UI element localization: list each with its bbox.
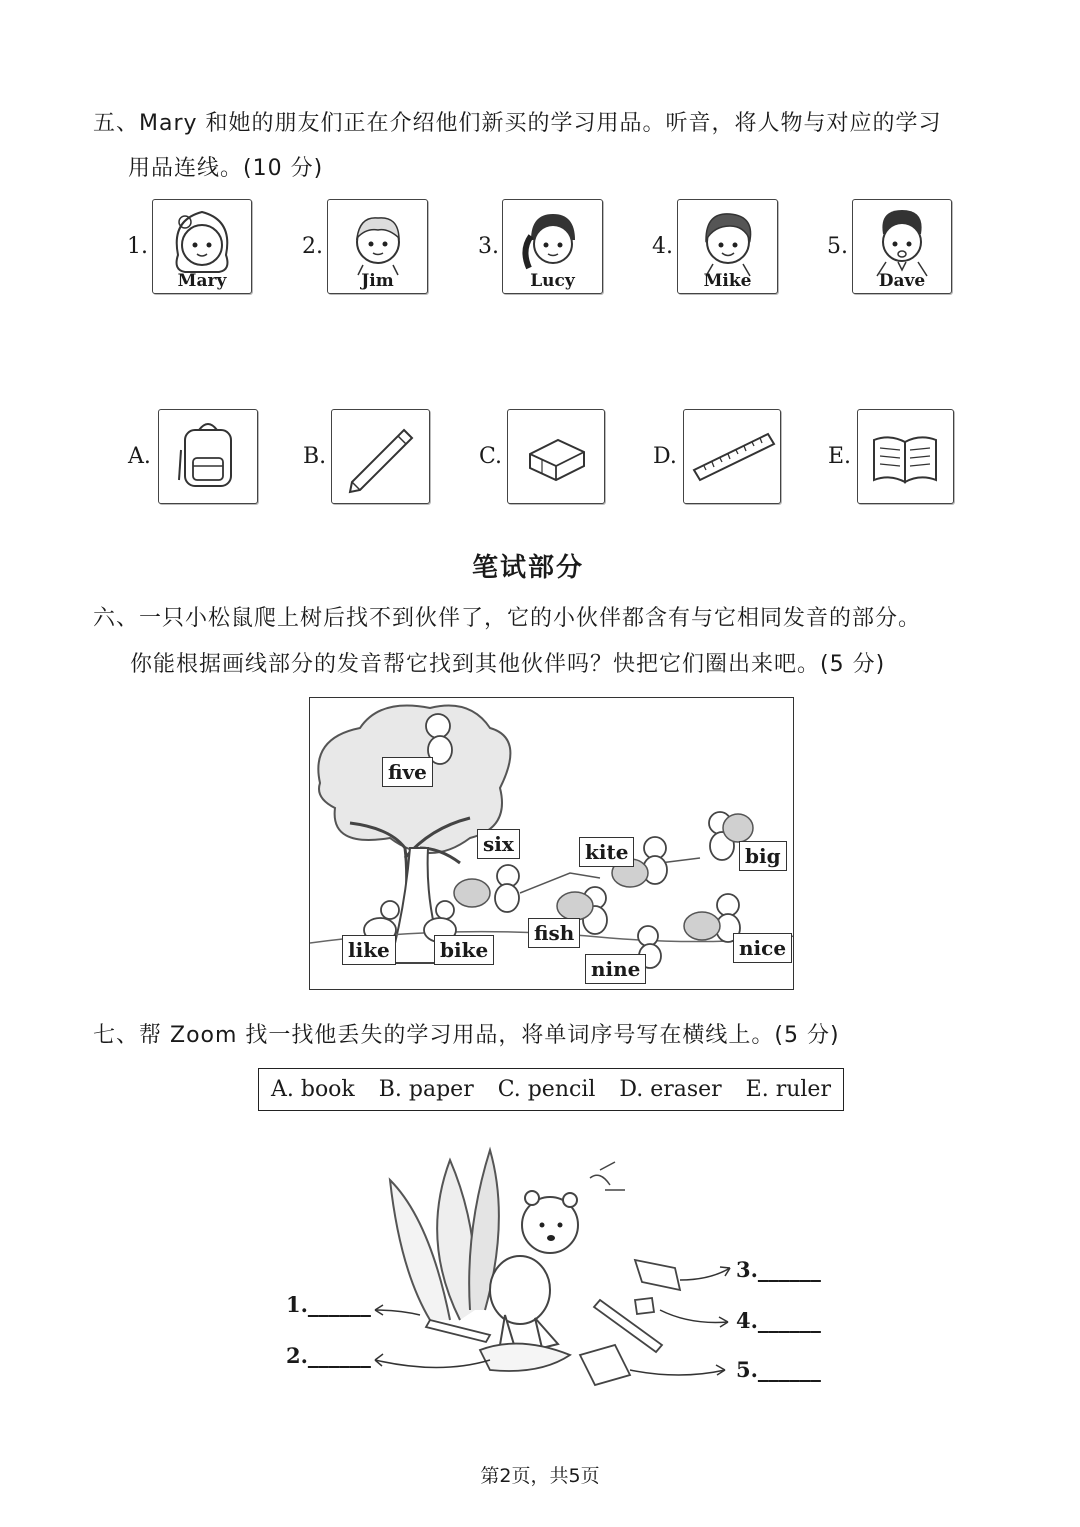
item-letter: E. xyxy=(828,444,852,469)
option-a: A. book xyxy=(270,1077,355,1102)
book-drawing-icon xyxy=(580,1345,630,1385)
section7-question-line1: 七、帮 Zoom 找一找他丢失的学习用品，将单词序号写在横线上。(5 分) xyxy=(93,1023,840,1048)
section6-question-line2: 你能根据画线部分的发音帮它找到其他伙伴吗？快把它们圈出来吧。(5 分) xyxy=(130,652,886,677)
pencil-drawing-icon xyxy=(426,1320,490,1342)
person-number: 4. xyxy=(652,234,673,259)
answer-blank-3[interactable]: 3.______ xyxy=(736,1257,821,1282)
person-number: 5. xyxy=(827,234,848,259)
item-letter: D. xyxy=(653,444,677,469)
item-letter: B. xyxy=(303,444,327,469)
written-section-title: 笔试部分 xyxy=(472,553,585,583)
word-card-nice[interactable]: nice xyxy=(733,933,792,963)
section5-question-line2: 用品连线。(10 分) xyxy=(128,156,324,181)
person-name: Dave xyxy=(878,271,926,291)
answer-blank-4[interactable]: 4.______ xyxy=(736,1308,821,1333)
section5-question-line1: 五、Mary 和她的朋友们正在介绍他们新买的学习用品。听音，将人物与对应的学习 xyxy=(93,111,942,136)
person-number: 3. xyxy=(478,234,499,259)
person-card-mike xyxy=(677,199,778,294)
word-card-fish[interactable]: fish xyxy=(528,918,580,948)
person-card-lucy xyxy=(502,199,603,294)
option-b: B. paper xyxy=(378,1077,474,1102)
word-card-five[interactable]: five xyxy=(382,757,433,787)
item-letter: A. xyxy=(128,444,151,469)
person-name: Mary xyxy=(177,271,227,291)
eraser-icon xyxy=(508,410,604,503)
pencil-icon xyxy=(332,410,429,503)
person-name: Jim xyxy=(361,271,394,291)
person-name: Lucy xyxy=(530,271,575,291)
ruler-icon xyxy=(684,410,780,503)
backpack-icon xyxy=(159,410,257,503)
item-letter: C. xyxy=(479,444,503,469)
section6-question-line1: 六、一只小松鼠爬上树后找不到伙伴了，它的小伙伴都含有与它相同发音的部分。 xyxy=(93,606,922,631)
person-name: Mike xyxy=(703,271,752,291)
answer-blank-2[interactable]: 2.______ xyxy=(286,1343,371,1368)
book-icon xyxy=(858,410,953,503)
item-card-b xyxy=(331,409,430,504)
word-options-box xyxy=(258,1068,844,1111)
person-card-dave xyxy=(852,199,952,294)
word-card-bike[interactable]: bike xyxy=(434,935,494,965)
word-card-like[interactable]: like xyxy=(342,935,396,965)
word-card-six[interactable]: six xyxy=(477,829,520,859)
person-card-mary xyxy=(152,199,252,294)
eraser-drawing-icon xyxy=(635,1298,654,1314)
option-e: E. ruler xyxy=(745,1077,831,1102)
word-card-nine[interactable]: nine xyxy=(585,954,646,984)
person-number: 2. xyxy=(302,234,323,259)
item-card-d xyxy=(683,409,781,504)
item-card-e xyxy=(857,409,954,504)
word-card-big[interactable]: big xyxy=(739,841,787,871)
squirrel-tree-picture xyxy=(309,697,794,990)
person-number: 1. xyxy=(127,234,148,259)
option-d: D. eraser xyxy=(619,1077,722,1102)
answer-blank-1[interactable]: 1.______ xyxy=(286,1292,371,1317)
person-card-jim xyxy=(327,199,428,294)
item-card-c xyxy=(507,409,605,504)
answer-blank-5[interactable]: 5.______ xyxy=(736,1357,821,1382)
item-card-a xyxy=(158,409,258,504)
word-card-kite[interactable]: kite xyxy=(579,837,634,867)
option-c: C. pencil xyxy=(497,1077,596,1102)
paper-roll-icon xyxy=(635,1260,680,1290)
page-footer: 第2页，共5页 xyxy=(480,1465,600,1487)
